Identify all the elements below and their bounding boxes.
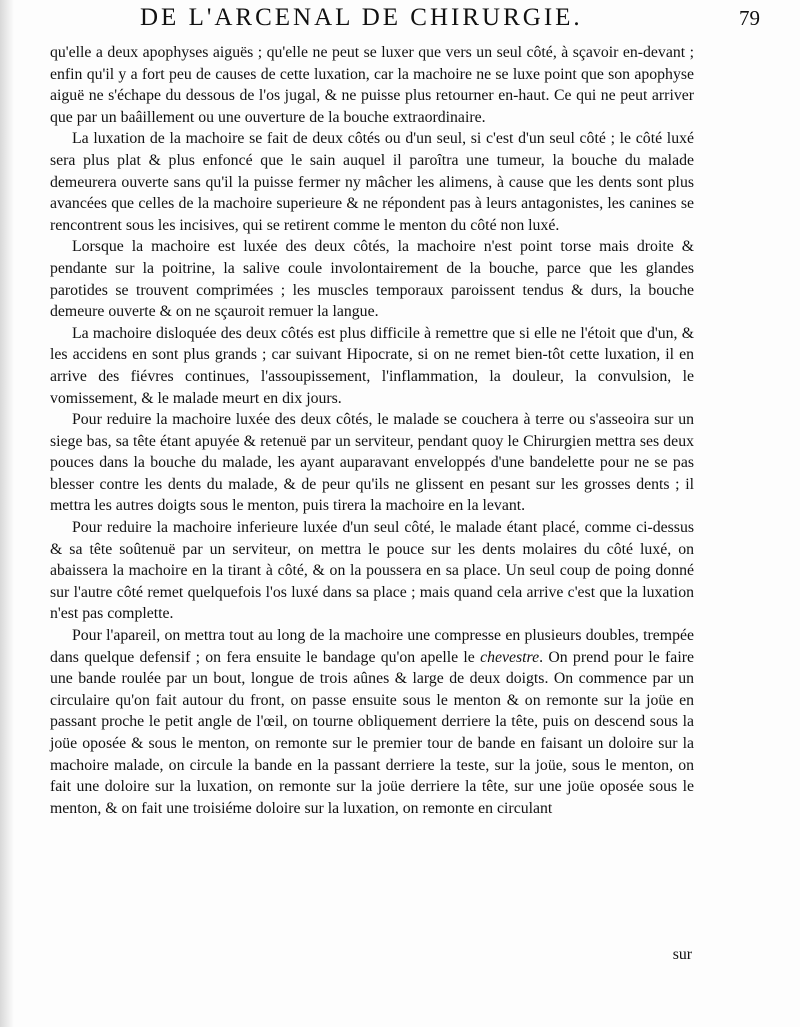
paragraph-both-sides: Lorsque la machoire est luxée des deux côtés, la machoire n'est point torse mais droite & pendante sur la poitrine, la salive coule involontairement de la bouche, parce que les glandes parotides se trouvent comprimées ; les muscles temporaux paroissent tendus & durs, la bouche demeure ouverte & on ne sçauroit remuer la langue. xyxy=(50,238,694,321)
paragraph-difficulty: La machoire disloquée des deux côtés est plus difficile à remettre que si elle ne l'étoit que d'un, & les accidens en sont plus grands ; car suivant Hipocrate, si on ne remet bien-tôt cette luxation, il en arrive des fiévres continues, l'assoupissement, l'inflammation, la douleur, la convulsion, le vomissement, & le malade meurt en dix jours. xyxy=(50,324,694,407)
running-title: DE L'ARCENAL DE CHIRURGIE. xyxy=(140,4,583,31)
binding-shadow xyxy=(0,0,14,1027)
chevestre-term: chevestre xyxy=(480,648,540,666)
catchword: sur xyxy=(672,946,692,963)
paragraph-luxation-signs: La luxation de la machoire se fait de deux côtés ou d'un seul, si c'est d'un seul côté ; le côté luxé sera plus plat & plus enfoncé que le sain auquel il paroîtra une tumeur, la bouche du malade demeurera ouverte sans qu'il la puisse fermer ny mâcher les alimens, à cause que les dents sont plus avancées que celles de la machoire superieure & ne répondent pas à leurs antagonistes, les canines se rencontrent sous les incisives, qui se retirent comme le menton du côté non luxé. xyxy=(50,130,694,234)
apparatus-text-end: . On prend pour le faire une bande roulée par un bout, longue de trois aûnes & large de deux doigts. On commence par un circulaire qu'on fait autour du front, on passe ensuite sous le menton & on remonte sur la joüe en passant proche le petit angle de l'œil, on tourne obliquement derriere la tête, puis on descend sous la joüe oposée & sous le menton, on remonte sur le premier tour de bande en faisant un doloire sur la machoire malade, on circule la bande en la passant derriere la teste, sur la joüe, sous le menton, on fait une doloire sur la luxation, on remonte sur la joüe derriere la tête, sur une joüe oposée sous le menton, & on fait une troisiéme doloire sur la luxation, on remonte en circulant xyxy=(50,648,694,817)
paragraph-apparatus xyxy=(50,625,694,819)
apparatus-text-start: Pour l'apareil, on mettra tout au long de la machoire une compresse en plusieurs doubles, trempée dans quelque defensif ; on fera ensuite le bandage qu'on apelle le xyxy=(50,627,694,666)
body-text xyxy=(50,42,694,982)
running-header xyxy=(140,4,760,36)
paragraph-reduce-one: Pour reduire la machoire inferieure luxée d'un seul côté, le malade étant placé, comme ci-dessus & sa tête soûtenuë par un serviteur, on mettra le pouce sur les dents molaires du côté luxé, on abaissera la machoire en la tirant à côté, & on la poussera en sa place. Un seul coup de poing donné sur l'autre côté remet quelquefois l'os luxé dans sa place ; mais quand cela arrive c'est que la luxation n'est pas complette. xyxy=(50,519,694,623)
paragraph-continued: qu'elle a deux apophyses aiguës ; qu'elle ne peut se luxer que vers un seul côté, à sçavoir en-devant ; enfin qu'il y a fort peu de causes de cette luxation, car la machoire ne se luxe point que son apophyse aiguë ne s'échape du dessous de l'os jugal, & ne puisse plus retourner en-haut. Ce qui ne peut arriver que par un baâillement ou une ouverture de la bouche extraordinaire. xyxy=(50,44,694,126)
paragraph-reduce-both: Pour reduire la machoire luxée des deux côtés, le malade se couchera à terre ou s'asseoira sur un siege bas, sa tête étant apuyée & retenuë par un serviteur, pendant quoy le Chirurgien mettra ses deux pouces dans la bouche du malade, les ayant auparavant enveloppés d'une bandelette pour ne se pas blesser contre les dents du malade, & de peur qu'ils ne glissent en pesant sur les grosses dents ; il mettra les autres doigts sous le menton, puis tirera la machoire en la levant. xyxy=(50,411,694,515)
page-number: 79 xyxy=(739,6,760,30)
